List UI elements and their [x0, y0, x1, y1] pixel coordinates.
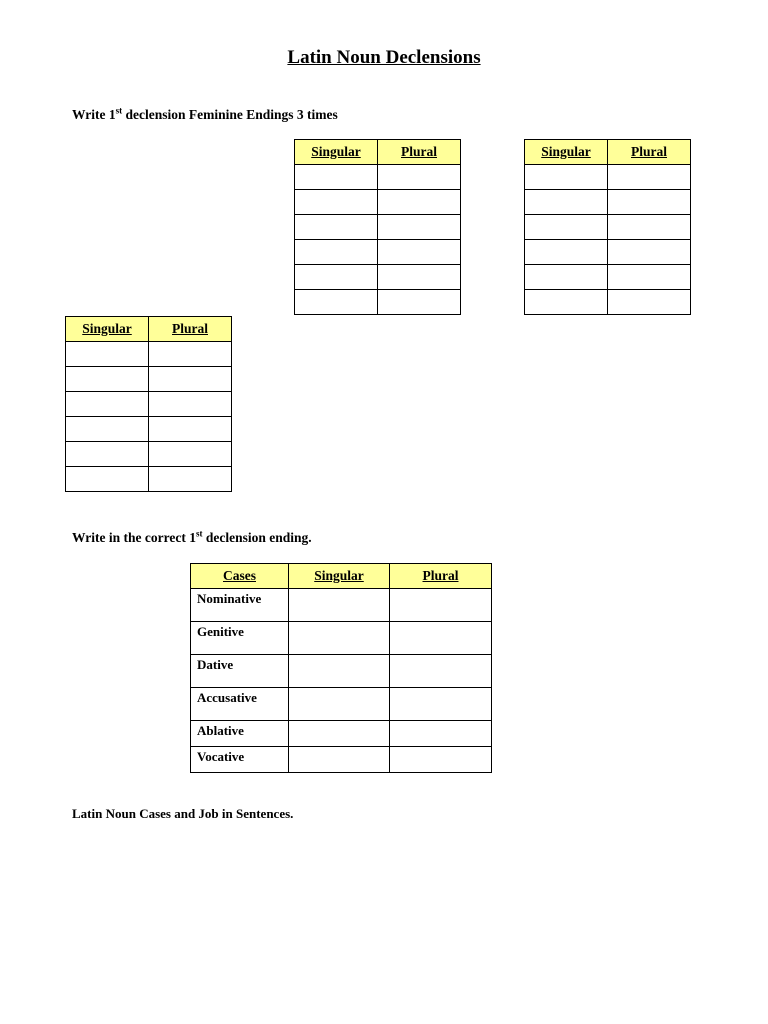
answer-cell[interactable]: [295, 190, 378, 215]
answer-cell[interactable]: [295, 290, 378, 315]
answer-cell[interactable]: [289, 747, 390, 773]
table-row: [66, 392, 232, 417]
header-plural: Plural: [608, 140, 691, 165]
table-row: [525, 265, 691, 290]
case-label-accusative: Accusative: [191, 688, 289, 721]
table-header-row: [295, 140, 461, 165]
practice-table-3: [65, 316, 232, 492]
case-label-dative: Dative: [191, 655, 289, 688]
instruction-2: [72, 530, 312, 546]
answer-cell[interactable]: [608, 215, 691, 240]
table-header-row: [66, 317, 232, 342]
case-label-genitive: Genitive: [191, 622, 289, 655]
header-plural: Plural: [378, 140, 461, 165]
answer-cell[interactable]: [608, 265, 691, 290]
answer-cell[interactable]: [295, 265, 378, 290]
table-row: [66, 417, 232, 442]
practice-table-2: [524, 139, 691, 315]
table-row: [295, 190, 461, 215]
table-row: [295, 165, 461, 190]
instruction-1: [72, 107, 338, 123]
answer-cell[interactable]: [289, 622, 390, 655]
case-label-ablative: Ablative: [191, 721, 289, 747]
answer-cell[interactable]: [525, 240, 608, 265]
footer-heading: Latin Noun Cases and Job in Sentences.: [72, 806, 294, 821]
instruction-2-superscript: st: [195, 528, 203, 539]
table-row: [191, 622, 492, 655]
instruction-2-suffix: declension ending.: [202, 530, 312, 545]
header-singular: Singular: [295, 140, 378, 165]
answer-cell[interactable]: [608, 240, 691, 265]
answer-cell[interactable]: [66, 442, 149, 467]
table-row: [191, 688, 492, 721]
case-label-vocative: Vocative: [191, 747, 289, 773]
answer-cell[interactable]: [390, 688, 492, 721]
answer-cell[interactable]: [378, 165, 461, 190]
table-row: [295, 240, 461, 265]
table-row: [525, 240, 691, 265]
instruction-2-prefix: Write in the correct 1: [72, 530, 196, 545]
header-plural: Plural: [149, 317, 232, 342]
table-row: [191, 655, 492, 688]
table-header-row: [525, 140, 691, 165]
answer-cell[interactable]: [295, 240, 378, 265]
answer-cell[interactable]: [378, 190, 461, 215]
answer-cell[interactable]: [525, 265, 608, 290]
answer-cell[interactable]: [390, 589, 492, 622]
answer-cell[interactable]: [149, 442, 232, 467]
answer-cell[interactable]: [390, 721, 492, 747]
page-title: Latin Noun Declensions: [287, 47, 481, 68]
table-row: [191, 721, 492, 747]
instruction-1-superscript: st: [115, 105, 123, 116]
table-row: [525, 190, 691, 215]
answer-cell[interactable]: [390, 622, 492, 655]
header-plural: Plural: [390, 564, 492, 589]
table-header-row: [191, 564, 492, 589]
answer-cell[interactable]: [525, 190, 608, 215]
answer-cell[interactable]: [149, 467, 232, 492]
answer-cell[interactable]: [149, 392, 232, 417]
table-row: [295, 290, 461, 315]
table-row: [66, 467, 232, 492]
answer-cell[interactable]: [66, 367, 149, 392]
table-row: [295, 265, 461, 290]
answer-cell[interactable]: [289, 721, 390, 747]
instruction-1-prefix: Write 1: [72, 107, 116, 122]
instruction-1-suffix: declension Feminine Endings 3 times: [122, 107, 338, 122]
table-row: [66, 367, 232, 392]
header-cases: Cases: [191, 564, 289, 589]
answer-cell[interactable]: [390, 747, 492, 773]
table-row: [66, 342, 232, 367]
header-singular: Singular: [525, 140, 608, 165]
answer-cell[interactable]: [289, 688, 390, 721]
answer-cell[interactable]: [149, 367, 232, 392]
practice-table-1: [294, 139, 461, 315]
answer-cell[interactable]: [295, 215, 378, 240]
answer-cell[interactable]: [149, 417, 232, 442]
table-row: [525, 165, 691, 190]
table-row: [525, 290, 691, 315]
answer-cell[interactable]: [289, 589, 390, 622]
case-label-nominative: Nominative: [191, 589, 289, 622]
header-singular: Singular: [66, 317, 149, 342]
answer-cell[interactable]: [378, 290, 461, 315]
answer-cell[interactable]: [295, 165, 378, 190]
answer-cell[interactable]: [66, 342, 149, 367]
answer-cell[interactable]: [608, 165, 691, 190]
answer-cell[interactable]: [378, 265, 461, 290]
answer-cell[interactable]: [525, 215, 608, 240]
answer-cell[interactable]: [149, 342, 232, 367]
answer-cell[interactable]: [378, 215, 461, 240]
answer-cell[interactable]: [608, 290, 691, 315]
answer-cell[interactable]: [525, 165, 608, 190]
answer-cell[interactable]: [66, 392, 149, 417]
answer-cell[interactable]: [289, 655, 390, 688]
table-row: [525, 215, 691, 240]
table-row: [295, 215, 461, 240]
table-row: [191, 747, 492, 773]
answer-cell[interactable]: [525, 290, 608, 315]
table-row: [191, 589, 492, 622]
answer-cell[interactable]: [390, 655, 492, 688]
cases-table: [190, 563, 492, 773]
header-singular: Singular: [289, 564, 390, 589]
answer-cell[interactable]: [608, 190, 691, 215]
answer-cell[interactable]: [378, 240, 461, 265]
answer-cell[interactable]: [66, 467, 149, 492]
answer-cell[interactable]: [66, 417, 149, 442]
table-row: [66, 442, 232, 467]
